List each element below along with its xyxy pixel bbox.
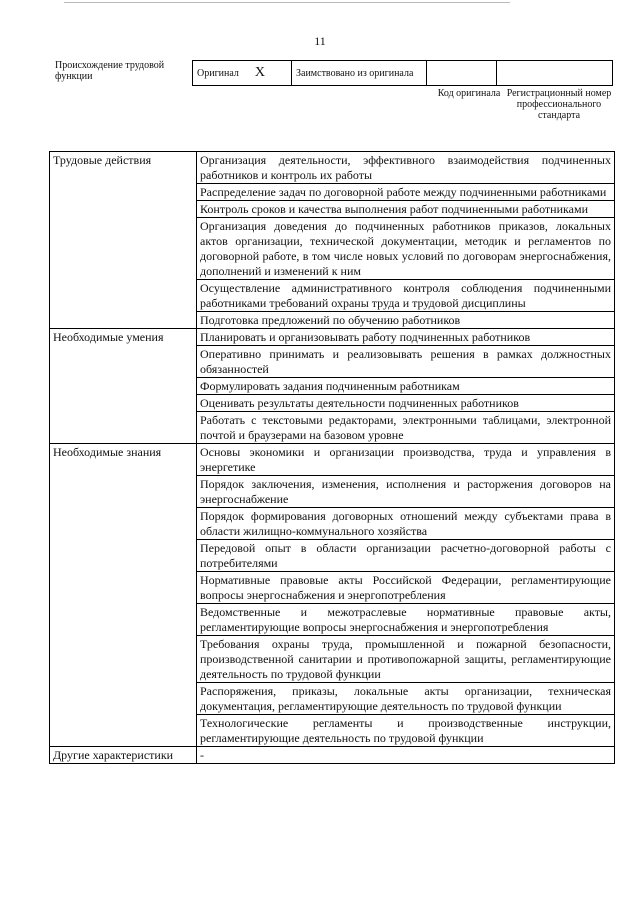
section-item: Порядок формирования договорных отношений между субъектами права в области жилищно-коммунального хозяйства [197,508,615,540]
section-item: Требования охраны труда, промышленной и пожарной безопасности, производственной санитарии и противопожарной защиты, регламентирующие деятельность по трудовой функции [197,636,615,683]
section-item: Технологические регламенты и производственные инструкции, регламентирующие деятельность по трудовой функции [197,715,615,747]
section-title: Трудовые действия [50,152,197,329]
section-item: Распределение задач по договорной работе между подчиненными работниками [197,184,615,201]
section-item: - [197,747,615,764]
original-code-cell [427,61,497,86]
origin-label: Происхождение трудовой функции [55,60,165,82]
registration-number-cell [497,61,613,86]
section-title: Необходимые знания [50,444,197,747]
top-rule [64,2,510,3]
section-item: Передовой опыт в области организации расчетно-договорной работы с потребителями [197,540,615,572]
section-item: Формулировать задания подчиненным работникам [197,378,615,395]
section-item: Работать с текстовыми редакторами, электронными таблицами, электронной почтой и браузерами на базовом уровне [197,412,615,444]
original-cell [193,61,292,86]
section-item: Нормативные правовые акты Российской Федерации, регламентирующие вопросы энергоснабжения и энергопотребления [197,572,615,604]
section-title: Другие характеристики [50,747,197,764]
labor-function-table [49,151,615,764]
section-item: Оперативно принимать и реализовывать решения в рамках должностных обязанностей [197,346,615,378]
original-code-label: Код оригинала [437,88,501,99]
section-item: Контроль сроков и качества выполнения работ подчиненными работниками [197,201,615,218]
borrowed-cell: Заимствовано из оригинала [292,61,427,86]
original-mark: X [254,65,266,80]
original-label: Оригинал [197,68,239,79]
section-item: Осуществление административного контроля соблюдения подчиненными работниками требований охраны труда и трудовой дисциплины [197,280,615,312]
section-item: Организация деятельности, эффективного взаимодействия подчиненных работников и контроль их работы [197,152,615,184]
table-row [50,152,615,184]
page-number: 11 [314,34,326,48]
section-title: Необходимые умения [50,329,197,444]
section-item: Планировать и организовывать работу подчиненных работников [197,329,615,346]
section-item: Порядок заключения, изменения, исполнения и расторжения договоров на энергоснабжение [197,476,615,508]
section-item: Подготовка предложений по обучению работников [197,312,615,329]
registration-number-label: Регистрационный номер профессионального стандарта [506,88,612,121]
table-row [50,747,615,764]
section-item: Распоряжения, приказы, локальные акты организации, техническая документация, регламентирующие деятельность по трудовой функции [197,683,615,715]
section-item: Ведомственные и межотраслевые нормативные правовые акты, регламентирующие вопросы энергоснабжения и энергопотребления [197,604,615,636]
table-row [50,444,615,476]
table-row [50,329,615,346]
section-item: Основы экономики и организации производства, труда и управления в энергетике [197,444,615,476]
section-item: Оценивать результаты деятельности подчиненных работников [197,395,615,412]
origin-table [192,60,613,86]
section-item: Организация доведения до подчиненных работников приказов, локальных актов организации, технической документации, методик и регламентов по договорной работе, в том числе новых условий по договорам энергоснабжения, дополнений и изменений к ним [197,218,615,280]
